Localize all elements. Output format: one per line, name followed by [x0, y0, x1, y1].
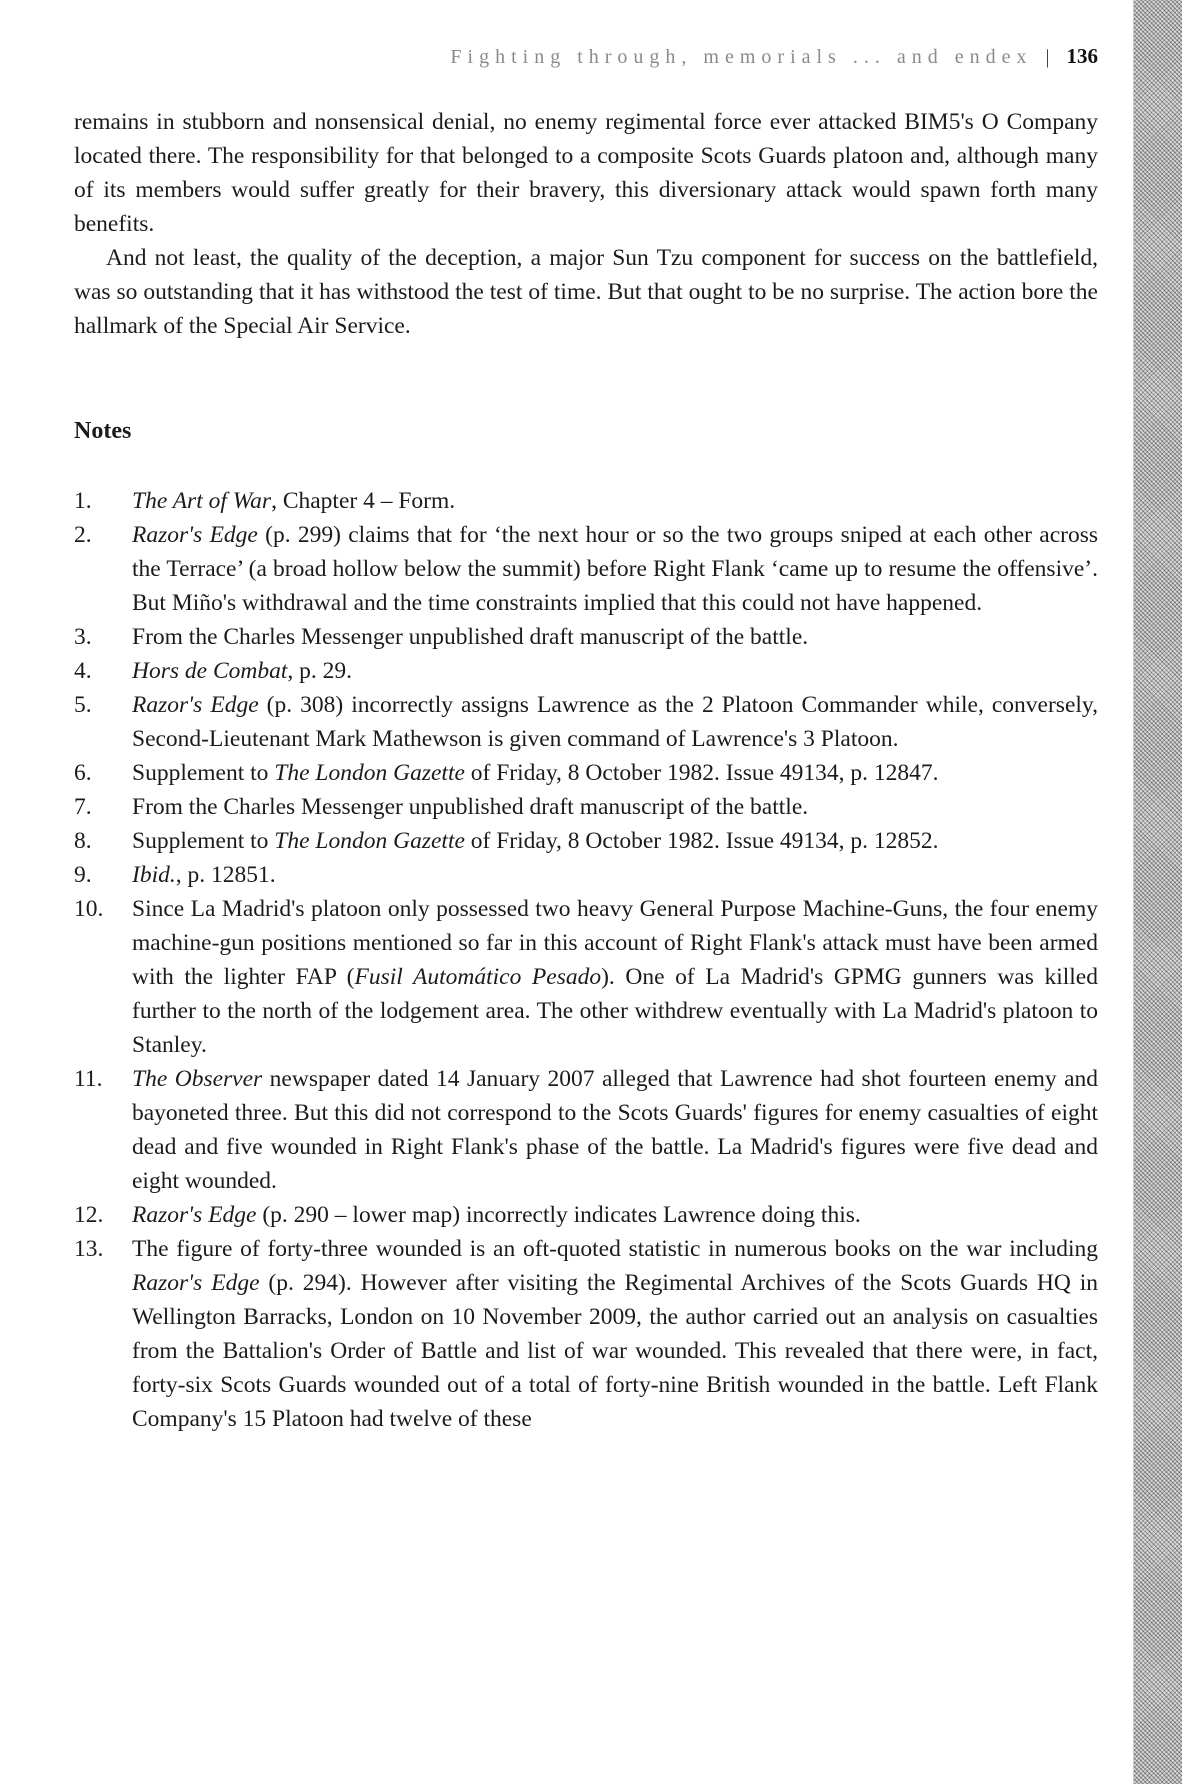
note-item — [74, 858, 1098, 892]
work-title: Ibid. — [132, 862, 176, 888]
note-text: Since La Madrid's platoon only possessed two heavy General Purpose Machine-Guns, the four enemy machine-gun positions mentioned so far in this account of Right Flank's attack must have been armed with the lighter FAP ( — [132, 896, 1098, 990]
note-text: , Chapter 4 – Form. — [271, 488, 456, 514]
header-separator: | — [1045, 46, 1050, 68]
note-number: 5. — [74, 692, 92, 718]
note-item — [74, 1198, 1098, 1232]
note-text-suffix: ). One of La Madrid's GPMG gunners was killed further to the north of the lodgement area. The other withdrew eventually with La Madrid's platoon to Stanley. — [132, 964, 1098, 1058]
page-number: 136 — [1066, 44, 1098, 68]
note-text-prefix: Supplement to — [132, 828, 275, 854]
note-item — [74, 688, 1098, 756]
scan-page-edge — [1133, 0, 1182, 1784]
note-number: 7. — [74, 794, 92, 820]
note-text: From the Charles Messenger unpublished draft manuscript of the battle. — [132, 624, 809, 650]
note-number: 13. — [74, 1236, 104, 1262]
note-item — [74, 620, 1098, 654]
note-text: of Friday, 8 October 1982. Issue 49134, p. 12847. — [464, 760, 939, 786]
note-text: (p. 299) claims that for ‘the next hour or so the two groups sniped at each other across the Terrace’ (a broad hollow below the summit) before Right Flank ‘came up to resume the offensive’. But Miño's withdrawal and the time constraints implied that this could not have happened. — [132, 522, 1098, 616]
notes-list — [74, 484, 1098, 1436]
note-item — [74, 484, 1098, 518]
note-item — [74, 892, 1098, 1062]
note-text-suffix: (p. 294). However after visiting the Regimental Archives of the Scots Guards HQ in Wellington Barracks, London on 10 November 2009, the author carried out an analysis on casualties from the Battalion's Order of Battle and list of war wounded. This revealed that there were, in fact, forty-six Scots Guards wounded out of a total of forty-nine British wounded in the battle. Left Flank Company's 15 Platoon had twelve of these — [132, 1270, 1098, 1432]
note-text: , p. 29. — [287, 658, 352, 684]
work-title: The London Gazette — [274, 760, 465, 786]
note-item — [74, 790, 1098, 824]
note-item — [74, 1232, 1098, 1436]
running-header — [450, 44, 1098, 69]
notes-heading: Notes — [74, 418, 132, 444]
work-title: Fusil Automático Pesado — [354, 964, 602, 990]
work-title: The Observer — [132, 1066, 263, 1092]
paragraph: remains in stubborn and nonsensical denial, no enemy regimental force ever attacked BIM5's O Company located there. The responsibility for that belonged to a composite Scots Guards platoon and, although many of its members would suffer greatly for their bravery, this diversionary attack would spawn forth many benefits. — [74, 109, 1098, 237]
note-text: , p. 12851. — [175, 862, 276, 888]
work-title: Razor's Edge — [132, 1202, 257, 1228]
work-title: Razor's Edge — [132, 1270, 260, 1296]
note-text: From the Charles Messenger unpublished draft manuscript of the battle. — [132, 794, 809, 820]
note-number: 10. — [74, 896, 104, 922]
work-title: Hors de Combat — [132, 658, 288, 684]
paragraph: And not least, the quality of the deception, a major Sun Tzu component for success on the battlefield, was so outstanding that it has withstood the test of time. But that ought to be no surprise. The action bore the hallmark of the Special Air Service. — [74, 245, 1098, 339]
note-text: The figure of forty-three wounded is an oft-quoted statistic in numerous books on the war including — [132, 1236, 1098, 1262]
note-text: of Friday, 8 October 1982. Issue 49134, p. 12852. — [464, 828, 939, 854]
note-number: 6. — [74, 760, 92, 786]
note-number: 11. — [74, 1066, 103, 1092]
note-number: 2. — [74, 522, 92, 548]
note-item — [74, 518, 1098, 620]
note-number: 1. — [74, 488, 92, 514]
note-number: 12. — [74, 1202, 104, 1228]
note-item — [74, 824, 1098, 858]
note-number: 9. — [74, 862, 92, 888]
body-text — [74, 105, 1098, 343]
note-text: (p. 290 – lower map) incorrectly indicates Lawrence doing this. — [256, 1202, 861, 1228]
running-title: Fighting through, memorials ... and endex — [450, 46, 1033, 68]
note-number: 4. — [74, 658, 92, 684]
note-item — [74, 756, 1098, 790]
note-number: 3. — [74, 624, 92, 650]
work-title: Razor's Edge — [132, 692, 259, 718]
work-title: The London Gazette — [274, 828, 465, 854]
work-title: Razor's Edge — [132, 522, 258, 548]
note-text: (p. 308) incorrectly assigns Lawrence as the 2 Platoon Commander while, conversely, Second-Lieutenant Mark Mathewson is given command of Lawrence's 3 Platoon. — [132, 692, 1099, 752]
note-text-prefix: Supplement to — [132, 760, 275, 786]
note-item — [74, 1062, 1098, 1198]
note-number: 8. — [74, 828, 92, 854]
note-item — [74, 654, 1098, 688]
note-text: newspaper dated 14 January 2007 alleged that Lawrence had shot fourteen enemy and bayoneted three. But this did not correspond to the Scots Guards' figures for enemy casualties of eight dead and five wounded in Right Flank's phase of the battle. La Madrid's figures were five dead and eight wounded. — [132, 1066, 1099, 1194]
work-title: The Art of War — [132, 488, 272, 514]
